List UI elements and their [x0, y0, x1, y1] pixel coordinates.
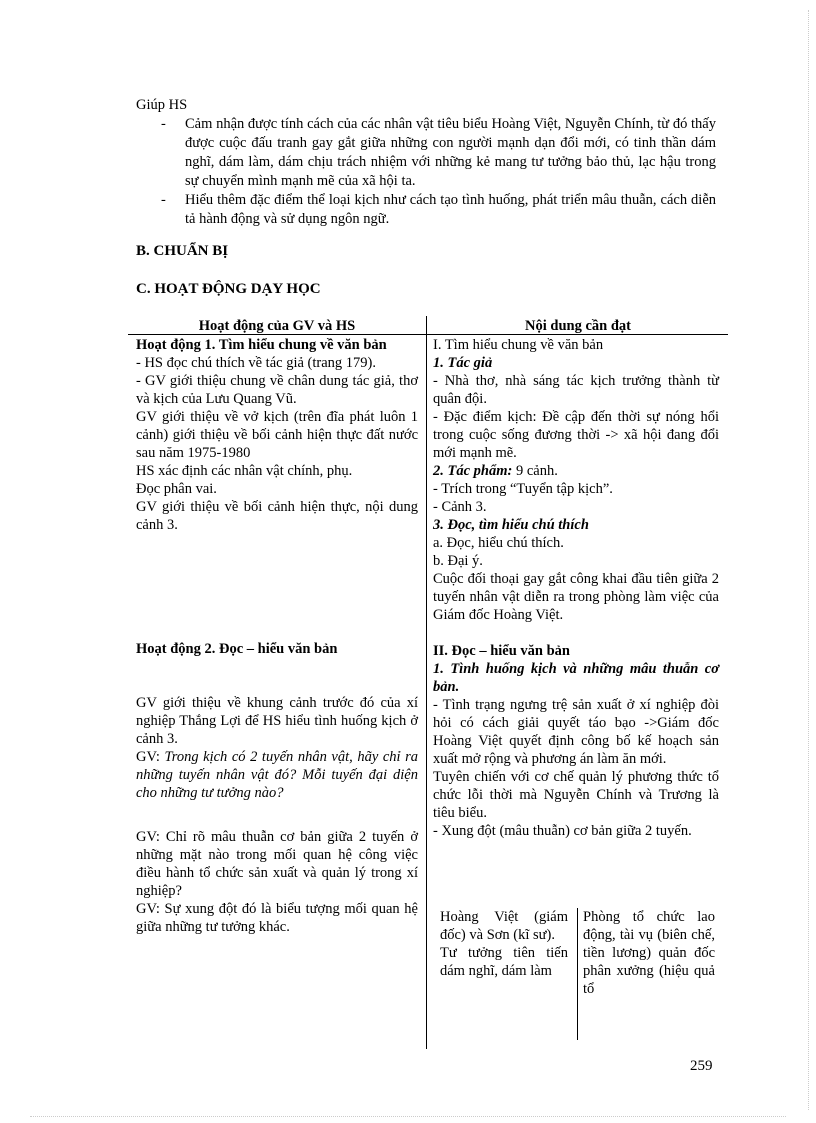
subtable-text: Phòng tổ chức lao động, tài vụ (biên chế, tiền lương) quản đốc phân xưởng (hiệu quả tổ: [583, 909, 715, 997]
intro-lead: Giúp HS: [136, 97, 188, 113]
content-line: Cuộc đối thoại gay gắt công khai đầu tiên giữa 2 tuyến nhân vật diễn ra trong phòng làm việc của Giám đốc Hoàng Việt.: [433, 571, 719, 623]
activity-line: GV giới thiệu về khung cảnh trước đó của xí nghiệp Thắng Lợi để HS hiểu tình huống kịch ở cảnh 3.: [136, 695, 418, 747]
activity-2-title: Hoạt động 2. Đọc – hiểu văn bản: [136, 641, 338, 657]
activities-column: [136, 336, 418, 936]
content-sub-work: [433, 462, 719, 480]
activity-1-title: Hoạt động 1. Tìm hiểu chung về văn bản: [136, 337, 387, 353]
list-dash: -: [161, 116, 166, 132]
conflict-subtable: [436, 908, 719, 1040]
content-line: - Nhà thơ, nhà sáng tác kịch trưởng thành từ quân đội.: [433, 373, 719, 407]
lesson-table: [128, 314, 728, 1074]
content-sub-situation: 1. Tình huống kịch và những mâu thuẫn cơ bản.: [433, 661, 719, 695]
activity-line: - HS đọc chú thích về tác giả (trang 179).: [136, 355, 376, 371]
objective-list: [136, 115, 716, 229]
content-sub-author: 1. Tác giả: [433, 355, 493, 371]
content-sub-reading: 3. Đọc, tìm hiểu chú thích: [433, 517, 589, 533]
subtable-cell-conservative: [583, 908, 715, 998]
content-section-1: I. Tìm hiểu chung về văn bản: [433, 337, 604, 353]
page-edge-bottom: [30, 1116, 786, 1117]
objective-text: Hiểu thêm đặc điểm thể loại kịch như cách tạo tình huống, phát triển mâu thuẫn, cách diễn tả hành động và sử dụng ngôn ngữ.: [185, 192, 716, 227]
activity-line: HS xác định các nhân vật chính, phụ.: [136, 463, 353, 479]
subtable-text: Tư tưởng tiên tiến dám nghĩ, dám làm: [440, 945, 568, 979]
subtable-divider: [577, 908, 578, 1040]
activity-line: GV giới thiệu về bối cảnh hiện thực, nội dung cảnh 3.: [136, 499, 418, 533]
objective-text: Cảm nhận được tính cách của các nhân vật tiêu biểu Hoàng Việt, Nguyễn Chính, từ đó thấy được cuộc đấu tranh gay gắt giữa những con người mạnh dạn đổi mới, có tinh thần dám nghĩ, dám làm, dám chịu trách nhiệm với những kẻ mang tư tưởng bảo thủ, lạc hậu trong sự chuyển mình mạnh mẽ của xã hội ta.: [185, 116, 716, 189]
content-line: Tuyên chiến với cơ chế quản lý phương thức tổ chức lỗi thời mà Nguyễn Chính và Trương là tiêu biểu.: [433, 769, 719, 821]
activity-line: GV giới thiệu về vở kịch (trên đĩa phát luôn 1 cảnh) giới thiệu về bối cảnh hiện thực đất nước sau năm 1975-1980: [136, 409, 418, 461]
activity-line: Đọc phân vai.: [136, 481, 217, 497]
subtable-text: Hoàng Việt (giám đốc) và Sơn (kĩ sư).: [440, 909, 568, 943]
content-line: - Xung đột (mâu thuẫn) cơ bản giữa 2 tuyến.: [433, 823, 692, 839]
content-line: - Tình trạng ngưng trệ sản xuất ở xí nghiệp đòi hỏi có cách giải quyết táo bạo ->Giám đốc Hoàng Việt quyết định công bố kế hoạch sản xuất mở rộng và phương án làm ăn mới.: [433, 697, 719, 767]
content-line: - Cảnh 3.: [433, 499, 487, 515]
content-line: a. Đọc, hiểu chú thích.: [433, 535, 564, 551]
content-column: [433, 336, 719, 840]
list-dash: -: [161, 192, 166, 208]
activity-line: GV: Chỉ rõ mâu thuẫn cơ bản giữa 2 tuyến ở những mặt nào trong mối quan hệ công việc điều hành tổ chức sản xuất và quản lý trong xí nghiệp?: [136, 829, 418, 899]
table-column-divider: [426, 316, 427, 1049]
subtable-cell-progressive: [440, 908, 568, 980]
page-edge-right: [808, 10, 809, 1110]
section-heading-b: B. CHUẨN BỊ: [136, 243, 229, 259]
content-line: b. Đại ý.: [433, 553, 483, 569]
content-line: - Trích trong “Tuyển tập kịch”.: [433, 481, 613, 497]
activity-question: [136, 748, 418, 802]
activity-line: - GV giới thiệu chung về chân dung tác giả, thơ và kịch của Lưu Quang Vũ.: [136, 373, 418, 407]
objective-item: [136, 115, 716, 191]
content-section-2: II. Đọc – hiểu văn bản: [433, 643, 570, 659]
content-sub-work-value: 9 cảnh.: [512, 463, 558, 479]
column-header-content: Nội dung cần đạt: [525, 318, 631, 334]
content-sub-work-label: 2. Tác phẩm:: [433, 463, 513, 479]
intro-section: [136, 96, 716, 229]
objective-item: [136, 191, 716, 229]
section-heading-c: C. HOẠT ĐỘNG DẠY HỌC: [136, 281, 321, 297]
question-text: Trong kịch có 2 tuyến nhân vật, hãy chỉ ra những tuyến nhân vật đó? Mỗi tuyến đại diện cho những tư tưởng nào?: [136, 749, 418, 801]
page-number: 259: [690, 1058, 713, 1074]
activity-line: GV: Sự xung đột đó là biểu tượng mối quan hệ giữa những tư tưởng khác.: [136, 901, 418, 935]
question-prefix: GV:: [136, 749, 165, 765]
content-line: - Đặc điểm kịch: Đề cập đến thời sự nóng hổi trong cuộc sống đương thời -> xã hội đang đổi mới mạnh mẽ.: [433, 409, 719, 461]
column-header-activities: Hoạt động của GV và HS: [198, 318, 356, 334]
